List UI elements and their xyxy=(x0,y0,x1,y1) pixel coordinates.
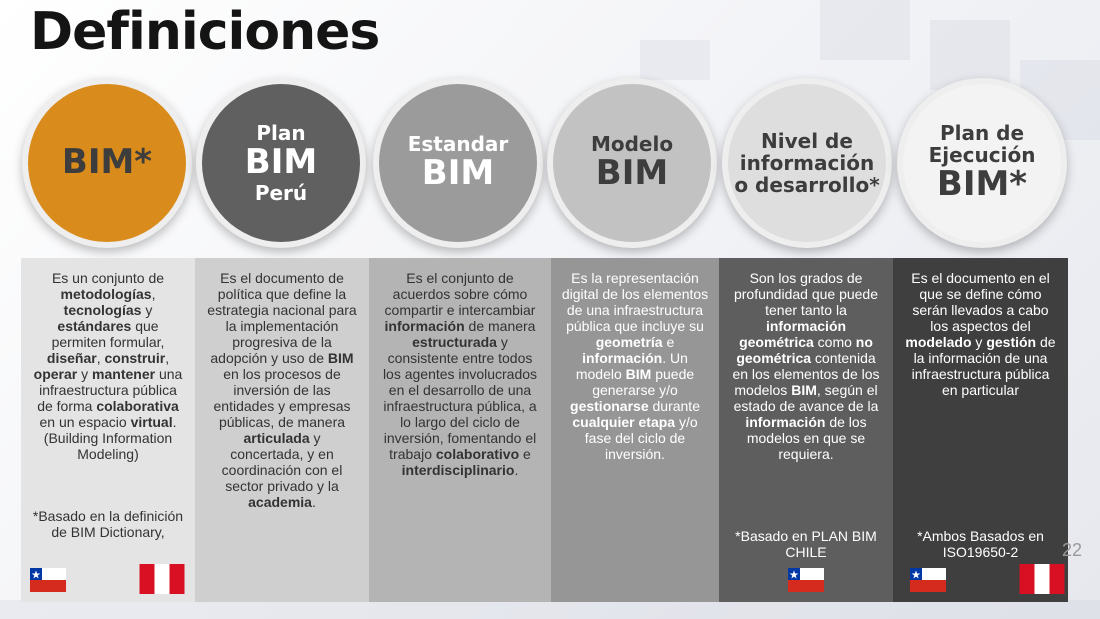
peru-flag-icon xyxy=(1019,564,1065,597)
definition-text-segment: , xyxy=(96,350,105,366)
definition-text-segment: de la información de una infraestructura pública en particular xyxy=(911,334,1056,398)
definition-keyword: modelado xyxy=(905,334,972,350)
definition-text-segment: e xyxy=(519,446,531,462)
definition-columns xyxy=(21,258,1068,602)
definition-text-segment: Es la representación digital de los elementos de una infraestructura pública que incluye su xyxy=(561,270,709,334)
definition-keyword: academia xyxy=(248,494,312,510)
definition-keyword: BIM xyxy=(327,350,354,366)
concept-circle-label: BIM* xyxy=(936,164,1028,205)
concept-circle-label: BIM* xyxy=(61,142,153,183)
definition-text-segment: en los procesos de inversión de las entidades y empresas públicas, de manera xyxy=(213,366,351,430)
definition-text-segment: durante xyxy=(648,398,700,414)
definition-column xyxy=(195,258,369,602)
definition-keyword: gestionarse xyxy=(570,398,649,414)
definition-text-segment: . Un modelo xyxy=(575,350,688,382)
definition-text-segment: y xyxy=(77,366,93,382)
concept-circle xyxy=(547,78,717,248)
concept-circle-fill xyxy=(728,84,886,242)
source-note: *Ambos Basados en ISO19650-2 xyxy=(917,528,1044,560)
definition-keyword: gestión xyxy=(986,334,1037,350)
definition-text-segment: una infraestructura pública de forma xyxy=(37,366,183,414)
concept-circle-fill xyxy=(202,84,360,242)
concept-circle-fill xyxy=(903,84,1061,242)
definition-text-segment: Es el documento en el que se define cómo serán llevados a cabo los aspectos del xyxy=(911,270,1050,334)
definition-keyword: mantener xyxy=(92,366,156,382)
concept-circle-label: BIM xyxy=(595,153,669,194)
definition-keyword: geometría xyxy=(595,334,663,350)
concept-circle-label: o desarrollo* xyxy=(734,173,880,197)
concept-circle xyxy=(897,78,1067,248)
definition-text xyxy=(31,270,185,462)
concept-circle-label: Nivel de xyxy=(761,129,853,153)
definition-keyword: estándares xyxy=(57,318,132,334)
concept-circle-label: Plan de xyxy=(939,121,1025,146)
definition-text-segment: de los modelos en que se requiera. xyxy=(746,414,867,462)
definition-text-segment: Son los grados de profundidad que puede tener tanto la xyxy=(733,270,879,318)
definition-column xyxy=(21,258,195,602)
definition-text xyxy=(561,270,709,462)
definition-keyword: cualquier etapa xyxy=(572,414,676,430)
chile-flag-icon xyxy=(29,568,67,595)
background-square xyxy=(0,600,1100,619)
definition-column xyxy=(551,258,719,602)
definition-keyword: BIM xyxy=(791,382,817,398)
definition-keyword: interdisciplinario xyxy=(401,462,515,478)
concept-circle-label: Perú xyxy=(254,180,308,205)
definition-column xyxy=(719,258,893,602)
definition-keyword: construir xyxy=(104,350,166,366)
definition-text-segment: y concertada, y en coordinación con el sector privado y la xyxy=(221,430,343,494)
definition-keyword: no geométrica xyxy=(736,334,873,366)
concept-circle-label: Modelo xyxy=(590,132,674,157)
definition-text-segment: . xyxy=(311,494,316,510)
definition-keyword: información xyxy=(745,414,826,430)
definition-keyword: virtual xyxy=(130,414,173,430)
peru-flag-icon xyxy=(139,564,185,597)
concept-circle-label: Plan xyxy=(256,121,306,146)
definition-keyword: colaborativo xyxy=(435,446,520,462)
definition-text-segment: como xyxy=(813,334,856,350)
definition-column xyxy=(369,258,551,602)
page-number: 22 xyxy=(1062,540,1083,560)
concept-circle xyxy=(722,78,892,248)
chile-flag-icon xyxy=(909,568,947,595)
definition-keyword: información xyxy=(384,318,465,334)
concept-circle-label: información xyxy=(739,151,875,175)
source-note: *Basado en la definición de BIM Dictionary, xyxy=(32,508,184,540)
definition-text-segment: . xyxy=(514,462,519,478)
definition-text-segment: y xyxy=(971,334,987,350)
definition-text-segment: , según el estado de avance de la xyxy=(733,382,879,414)
definition-text-segment: de manera xyxy=(464,318,536,334)
definition-text-segment: y/o fase del ciclo de inversión. xyxy=(584,414,698,462)
definition-text-segment: , xyxy=(151,286,156,302)
definition-text-segment: y consistente entre todos los agentes involucrados en el desarrollo de una infraestructura pública, a lo largo del ciclo de inversión, fomentando el trabajo xyxy=(382,334,538,462)
definition-text xyxy=(729,270,883,462)
definition-text-segment: que permiten formular, xyxy=(51,318,165,350)
definition-text-segment: y xyxy=(141,302,153,318)
concept-circle-label: BIM xyxy=(244,142,318,183)
definition-text-segment: contenida en los elementos de los modelos xyxy=(732,350,880,398)
definition-keyword: colaborativa xyxy=(96,398,179,414)
definition-keyword: diseñar xyxy=(46,350,97,366)
concept-circle-fill xyxy=(379,84,537,242)
concept-circle xyxy=(22,78,192,248)
definition-text-segment: Es un conjunto de xyxy=(51,270,165,286)
definition-keyword: operar xyxy=(33,366,78,382)
definition-text xyxy=(903,270,1058,398)
definition-text-segment: . (Building Information Modeling) xyxy=(43,414,177,462)
definition-keyword: información geométrica xyxy=(739,318,847,350)
concept-circle xyxy=(373,78,543,248)
concept-circle-fill xyxy=(28,84,186,242)
definition-text xyxy=(205,270,359,510)
concept-circles xyxy=(0,0,1100,260)
definition-text-segment: en un espacio xyxy=(39,414,131,430)
definition-text-segment: , xyxy=(165,350,170,366)
definition-text-segment: Es el documento de política que define la estrategia nacional para la implementación progresiva de la adopción y uso de xyxy=(207,270,357,366)
definition-text-segment: Es el conjunto de acuerdos sobre cómo compartir e intercambiar xyxy=(384,270,536,318)
source-note: *Basado en PLAN BIM CHILE xyxy=(735,528,877,560)
definition-keyword: información xyxy=(582,350,663,366)
concept-circle-fill xyxy=(553,84,711,242)
concept-circle xyxy=(196,78,366,248)
definition-keyword: estructurada xyxy=(412,334,497,350)
definition-column xyxy=(893,258,1068,602)
concept-circle-label: Ejecución xyxy=(928,143,1036,168)
definition-keyword: BIM xyxy=(625,366,652,382)
definition-text-segment: e xyxy=(662,334,675,350)
definition-keyword: metodologías xyxy=(60,286,152,302)
definition-keyword: tecnologías xyxy=(63,302,142,318)
concept-circle-label: BIM xyxy=(421,153,495,194)
page-title: Definiciones xyxy=(30,2,380,62)
definition-text-segment: puede generarse y/o xyxy=(592,366,695,398)
concept-circle-label: Estandar xyxy=(407,132,509,157)
definition-keyword: articulada xyxy=(243,430,310,446)
chile-flag-icon xyxy=(787,568,825,595)
definition-text xyxy=(379,270,541,478)
